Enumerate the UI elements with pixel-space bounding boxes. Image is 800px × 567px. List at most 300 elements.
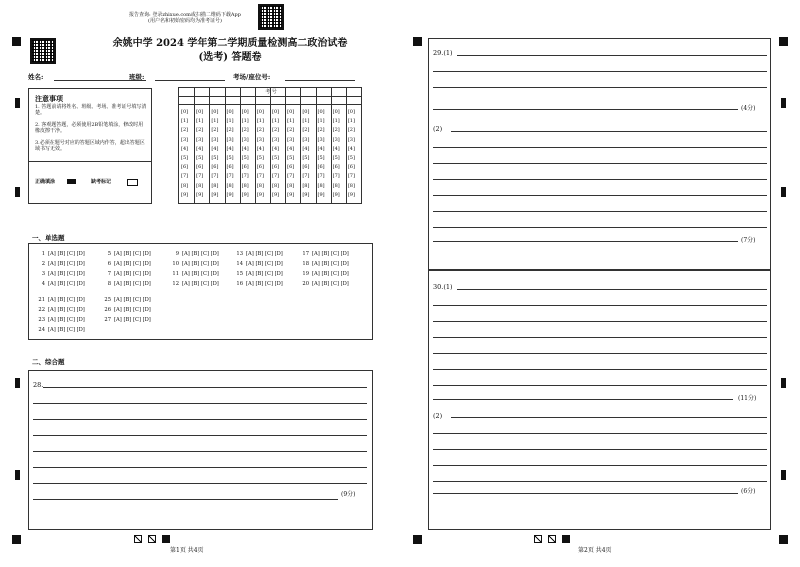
exam-digit-bubble[interactable]: [8] [211,182,219,189]
timing-mark [15,470,20,480]
page-mark-filled [562,535,570,543]
qr-code-top [258,4,284,30]
timing-mark [15,187,20,197]
exam-digit-bubble[interactable]: [6] [332,164,340,171]
exam-digit-bubble[interactable]: [3] [287,136,295,143]
mc-options[interactable]: [A] [B] [C] [D] [312,251,349,257]
mc-options[interactable]: [A] [B] [C] [D] [182,271,219,277]
page-mark-icon [534,535,542,543]
answer-line[interactable] [451,131,767,132]
answer-line[interactable] [433,241,738,242]
exam-digit-bubble[interactable]: [0] [211,109,219,115]
exam-digit-bubble[interactable]: [8] [302,182,310,189]
exam-digit-bubble[interactable]: [2] [302,127,310,134]
correct-fill-sample [67,179,76,184]
mc-question[interactable] [37,317,85,323]
exam-digit-bubble[interactable]: [0] [226,109,234,115]
exam-digit-bubble[interactable]: [5] [302,155,310,161]
grid-column-divider [346,88,347,203]
mc-options[interactable]: [A] [B] [C] [D] [246,261,283,267]
notes-divider [29,161,151,162]
exam-digit-bubble[interactable]: [5] [196,155,204,161]
answer-line[interactable] [33,419,367,420]
q30-part2: (2) [433,412,443,420]
mc-question[interactable] [37,261,85,267]
mc-question-number: 2 [41,261,45,267]
exam-digit-bubble[interactable]: [4] [272,145,280,152]
exam-digit-bubble[interactable]: [4] [317,145,325,152]
mc-question-number: 17 [302,251,309,257]
exam-digit-bubble[interactable]: [0] [287,109,295,115]
mc-question[interactable] [171,281,219,287]
mc-options[interactable]: [A] [B] [C] [D] [114,297,151,303]
exam-digit-bubble[interactable]: [3] [332,136,340,143]
answer-line[interactable] [433,87,767,88]
q29-number: 29.(1) [433,49,453,57]
exam-digit-bubble[interactable]: [2] [226,127,234,134]
mc-question-number: 5 [107,251,111,257]
mc-question[interactable] [171,251,219,257]
grid-column-divider [255,88,256,203]
exam-digit-bubble[interactable]: [1] [302,118,310,125]
mc-question-number: 9 [175,251,179,257]
mc-question-number: 19 [302,271,309,277]
answer-line[interactable] [433,305,767,306]
grid-column-divider [240,88,241,203]
exam-digit-bubble[interactable]: [3] [226,136,234,143]
mc-question-number: 26 [104,307,111,313]
exam-digit-bubble[interactable]: [3] [256,136,264,143]
mc-question-number: 11 [172,271,179,277]
exam-digit-bubble[interactable]: [7] [317,173,325,180]
exam-digit-bubble[interactable]: [8] [226,182,234,189]
grid-column-divider [331,88,332,203]
answer-line[interactable] [457,289,767,290]
class-field[interactable] [155,80,225,81]
answer-line[interactable] [43,387,367,388]
grid-column-divider [194,88,195,203]
mc-question-number: 15 [236,271,243,277]
mc-options[interactable]: [A] [B] [C] [D] [48,261,85,267]
mc-options[interactable]: [A] [B] [C] [D] [48,281,85,287]
q30-score2: (6分) [741,488,756,495]
exam-digit-bubble[interactable]: [6] [226,164,234,171]
exam-digit-bubble[interactable]: [5] [181,155,189,161]
mc-options[interactable]: [A] [B] [C] [D] [48,271,85,277]
mc-options[interactable]: [A] [B] [C] [D] [48,251,85,257]
answer-line[interactable] [433,449,767,450]
page-number-right: 第2页 共4页 [578,547,612,554]
mc-question[interactable] [37,297,85,303]
exam-digit-bubble[interactable]: [9] [226,191,234,198]
student-info-row [28,72,368,84]
mc-question-number: 14 [236,261,243,267]
section1-title: 一、单选题 [32,234,65,242]
exam-digit-bubble[interactable]: [7] [347,173,355,180]
answer-line[interactable] [433,399,733,400]
page-mark-icon [134,535,142,543]
exam-digit-bubble[interactable]: [9] [196,191,204,198]
mc-question[interactable] [37,271,85,277]
mc-question[interactable] [103,281,151,287]
grid-column-divider [225,88,226,203]
answer-line[interactable] [33,499,338,500]
exam-digit-bubble[interactable]: [1] [241,118,249,125]
answer-line[interactable] [457,55,767,56]
answer-line[interactable] [433,481,767,482]
q28-number: 28. [33,381,44,389]
answer-line[interactable] [433,465,767,466]
timing-mark [15,378,20,388]
mc-options[interactable]: [A] [B] [C] [D] [182,261,219,267]
timing-mark [15,98,20,108]
timing-mark [781,98,786,108]
mc-options[interactable]: [A] [B] [C] [D] [114,281,151,287]
page-mark-icon [548,535,556,543]
mc-options[interactable]: [A] [B] [C] [D] [312,271,349,277]
exam-digit-bubble[interactable]: [5] [256,155,264,161]
answer-line[interactable] [433,211,767,212]
exam-digit-bubble[interactable]: [2] [196,127,204,134]
mc-options[interactable]: [A] [B] [C] [D] [312,261,349,267]
corner-mark [12,535,21,544]
mc-options[interactable]: [A] [B] [C] [D] [114,251,151,257]
answer-line[interactable] [433,321,767,322]
exam-digit-bubble[interactable]: [0] [317,109,325,115]
exam-digit-bubble[interactable]: [0] [272,109,280,115]
mc-options[interactable]: [A] [B] [C] [D] [182,281,219,287]
exam-digit-bubble[interactable]: [3] [181,136,189,143]
mc-question[interactable] [171,261,219,267]
exam-digit-bubble[interactable]: [9] [317,191,325,198]
exam-digit-bubble[interactable]: [4] [332,145,340,152]
exam-digit-bubble[interactable]: [4] [347,145,355,152]
exam-digit-bubble[interactable]: [3] [347,136,355,143]
exam-digit-bubble[interactable]: [1] [181,118,189,125]
mc-question-number: 8 [107,281,111,287]
answer-line[interactable] [433,109,738,110]
q28-score: (9分) [341,491,356,498]
exam-digit-bubble[interactable]: [2] [181,127,189,134]
timing-mark [781,378,786,388]
page-mark-filled [162,535,170,543]
answer-line[interactable] [433,493,738,494]
mc-options[interactable]: [A] [B] [C] [D] [114,307,151,313]
exam-digit-bubble[interactable]: [7] [302,173,310,180]
exam-digit-bubble[interactable]: [4] [241,145,249,152]
exam-digit-bubble[interactable]: [6] [272,164,280,171]
mc-options[interactable]: [A] [B] [C] [D] [48,327,85,333]
exam-digit-bubble[interactable]: [9] [272,191,280,198]
answer-line[interactable] [433,179,767,180]
exam-digit-bubble[interactable]: [3] [317,136,325,143]
notes-item: 2. 客观题答题，必须使用2B铅笔填涂，修改时用橡皮擦干净。 [35,122,144,134]
exam-digit-bubble[interactable]: [0] [181,109,189,115]
exam-digit-bubble[interactable]: [9] [287,191,295,198]
exam-number-grid [178,87,362,204]
mc-box [28,243,373,340]
exam-digit-bubble[interactable]: [8] [287,182,295,189]
exam-digit-bubble[interactable]: [8] [196,182,204,189]
exam-digit-bubble[interactable]: [9] [302,191,310,198]
grid-column-divider [270,88,271,203]
exam-digit-bubble[interactable]: [5] [226,155,234,161]
exam-digit-bubble[interactable]: [2] [241,127,249,134]
mc-question-number: 24 [38,327,45,333]
exam-number-label: 考 号 [265,89,277,95]
exam-digit-bubble[interactable]: [3] [302,136,310,143]
answer-line[interactable] [433,147,767,148]
mc-question[interactable] [103,251,151,257]
exam-digit-bubble[interactable]: [2] [287,127,295,134]
exam-digit-bubble[interactable]: [7] [256,173,264,180]
timing-mark [781,187,786,197]
exam-digit-bubble[interactable]: [0] [256,109,264,115]
exam-digit-bubble[interactable]: [2] [332,127,340,134]
exam-digit-bubble[interactable]: [8] [347,182,355,189]
notes-box [28,88,152,204]
exam-digit-bubble[interactable]: [2] [347,127,355,134]
exam-digit-bubble[interactable]: [8] [317,182,325,189]
exam-digit-bubble[interactable]: [0] [347,109,355,115]
mc-question-number: 7 [107,271,111,277]
exam-digit-bubble[interactable]: [3] [241,136,249,143]
exam-digit-bubble[interactable]: [4] [287,145,295,152]
mc-question-number: 13 [236,251,243,257]
absent-mark-label: 缺考标记 [91,179,112,185]
mc-question[interactable] [103,261,151,267]
exam-digit-bubble[interactable]: [7] [226,173,234,180]
exam-digit-bubble[interactable]: [3] [272,136,280,143]
seat-label: 考场/座位号: [233,73,271,81]
exam-digit-bubble[interactable]: [5] [347,155,355,161]
answer-line[interactable] [33,435,367,436]
mc-question-number: 21 [38,297,45,303]
grid-column-divider [316,88,317,203]
exam-digit-bubble[interactable]: [3] [196,136,204,143]
exam-digit-bubble[interactable]: [6] [196,164,204,171]
exam-digit-bubble[interactable]: [7] [241,173,249,180]
notice-line-1: 报告查询: 登录zhixue.com或扫描二维码下载App [129,12,241,18]
exam-digit-bubble[interactable]: [9] [181,191,189,198]
page-mark-icon [148,535,156,543]
page-number-left: 第1页 共4页 [170,547,204,554]
answer-line[interactable] [433,433,767,434]
answer-line[interactable] [33,483,367,484]
grid-column-divider [285,88,286,203]
mc-question[interactable] [37,307,85,313]
exam-digit-bubble[interactable]: [8] [332,182,340,189]
exam-digit-bubble[interactable]: [7] [332,173,340,180]
answer-line[interactable] [33,403,367,404]
corner-mark [413,37,422,46]
mc-question[interactable] [301,261,349,267]
exam-digit-bubble[interactable]: [6] [317,164,325,171]
mc-question-number: 4 [41,281,45,287]
mc-question-number: 1 [41,251,45,257]
answer-line[interactable] [451,417,767,418]
mc-options[interactable]: [A] [B] [C] [D] [48,307,85,313]
exam-digit-bubble[interactable]: [8] [272,182,280,189]
answer-line[interactable] [433,163,767,164]
mc-options[interactable]: [A] [B] [C] [D] [48,317,85,323]
exam-digit-bubble[interactable]: [1] [211,118,219,125]
mc-question[interactable] [103,271,151,277]
exam-digit-bubble[interactable]: [8] [181,182,189,189]
answer-line[interactable] [33,451,367,452]
exam-digit-bubble[interactable]: [1] [226,118,234,125]
exam-digit-bubble[interactable]: [6] [287,164,295,171]
exam-digit-bubble[interactable]: [5] [287,155,295,161]
corner-mark [413,535,422,544]
mc-options[interactable]: [A] [B] [C] [D] [114,261,151,267]
answer-line[interactable] [433,227,767,228]
exam-digit-bubble[interactable]: [1] [287,118,295,125]
exam-digit-bubble[interactable]: [5] [241,155,249,161]
answer-line[interactable] [433,353,767,354]
mc-question[interactable] [171,271,219,277]
mc-question[interactable] [37,251,85,257]
exam-digit-bubble[interactable]: [7] [211,173,219,180]
answer-line[interactable] [433,195,767,196]
class-label: 班级: [129,73,145,81]
exam-digit-bubble[interactable]: [2] [317,127,325,134]
exam-digit-bubble[interactable]: [4] [302,145,310,152]
mc-question[interactable] [37,281,85,287]
q29-part2: (2) [433,125,443,133]
exam-digit-bubble[interactable]: [2] [211,127,219,134]
mc-question[interactable] [301,251,349,257]
answer-line[interactable] [433,369,767,370]
notes-item: 1. 答题前请将姓名、班级、考场、准考证号填写清楚。 [35,104,147,116]
exam-digit-bubble[interactable]: [0] [302,109,310,115]
mc-question[interactable] [103,297,151,303]
exam-digit-bubble[interactable]: [7] [272,173,280,180]
mc-options[interactable]: [A] [B] [C] [D] [114,271,151,277]
exam-digit-bubble[interactable]: [8] [241,182,249,189]
exam-digit-bubble[interactable]: [7] [196,173,204,180]
mc-question-number: 16 [236,281,243,287]
exam-digit-bubble[interactable]: [4] [226,145,234,152]
mc-question[interactable] [235,271,283,277]
exam-digit-bubble[interactable]: [5] [317,155,325,161]
exam-digit-bubble[interactable]: [5] [332,155,340,161]
exam-digit-bubble[interactable]: [4] [211,145,219,152]
exam-digit-bubble[interactable]: [4] [181,145,189,152]
exam-digit-bubble[interactable]: [1] [347,118,355,125]
mc-options[interactable]: [A] [B] [C] [D] [312,281,349,287]
exam-digit-bubble[interactable]: [4] [196,145,204,152]
page-title: 余姚中学 2024 学年第二学期质量检测高二政治试卷 [112,38,348,49]
exam-digit-bubble[interactable]: [9] [256,191,264,198]
mc-question[interactable] [301,281,349,287]
answer-line[interactable] [33,467,367,468]
exam-digit-bubble[interactable]: [2] [272,127,280,134]
exam-digit-bubble[interactable]: [7] [181,173,189,180]
exam-digit-bubble[interactable]: [9] [211,191,219,198]
mc-question-number: 12 [172,281,179,287]
exam-digit-bubble[interactable]: [1] [256,118,264,125]
mc-question-number: 18 [302,261,309,267]
correct-fill-label: 正确填涂 [35,179,56,185]
notes-item: 3.必须在题号对应的答题区域内作答，超出答题区域书写无效。 [35,140,145,152]
mc-question[interactable] [235,261,283,267]
exam-digit-bubble[interactable]: [6] [302,164,310,171]
answer-line[interactable] [433,337,767,338]
mc-question[interactable] [301,271,349,277]
exam-digit-bubble[interactable]: [1] [332,118,340,125]
exam-digit-bubble[interactable]: [9] [332,191,340,198]
mc-options[interactable]: [A] [B] [C] [D] [246,251,283,257]
exam-digit-bubble[interactable]: [6] [211,164,219,171]
exam-digit-bubble[interactable]: [6] [347,164,355,171]
answer-line[interactable] [433,385,767,386]
mc-question-number: 25 [104,297,111,303]
q29-score2: (7分) [741,237,756,244]
qr-code-student [30,38,56,64]
page-subtitle: (选考) 答题卷 [198,52,262,63]
grid-column-divider [209,88,210,203]
mc-question-number: 23 [38,317,45,323]
mc-question[interactable] [103,307,151,313]
exam-digit-bubble[interactable]: [6] [181,164,189,171]
exam-digit-bubble[interactable]: [8] [256,182,264,189]
mc-options[interactable]: [A] [B] [C] [D] [182,251,219,257]
mc-options[interactable]: [A] [B] [C] [D] [246,281,283,287]
corner-mark [779,535,788,544]
mc-options[interactable]: [A] [B] [C] [D] [246,271,283,277]
exam-digit-bubble[interactable]: [5] [211,155,219,161]
q30-score1: (11分) [738,395,757,402]
exam-digit-bubble[interactable]: [5] [272,155,280,161]
timing-mark [781,470,786,480]
answer-line[interactable] [433,71,767,72]
exam-digit-bubble[interactable]: [3] [211,136,219,143]
exam-digit-bubble[interactable]: [1] [317,118,325,125]
exam-digit-bubble[interactable]: [2] [256,127,264,134]
exam-digit-bubble[interactable]: [1] [196,118,204,125]
section2-title: 二、综合题 [32,358,65,366]
mc-question[interactable] [235,281,283,287]
q30-number: 30.(1) [433,283,453,291]
exam-digit-bubble[interactable]: [4] [256,145,264,152]
mc-question-number: 22 [38,307,45,313]
exam-digit-bubble[interactable]: [9] [241,191,249,198]
mc-options[interactable]: [A] [B] [C] [D] [48,297,85,303]
exam-digit-bubble[interactable]: [0] [196,109,204,115]
exam-digit-bubble[interactable]: [9] [347,191,355,198]
exam-digit-bubble[interactable]: [6] [256,164,264,171]
exam-digit-bubble[interactable]: [0] [332,109,340,115]
exam-digit-bubble[interactable]: [6] [241,164,249,171]
exam-digit-bubble[interactable]: [1] [272,118,280,125]
name-label: 姓名: [28,73,44,81]
seat-field[interactable] [285,80,355,81]
mc-question-number: 6 [107,261,111,267]
exam-digit-bubble[interactable]: [0] [241,109,249,115]
mc-options[interactable]: [A] [B] [C] [D] [114,317,151,323]
absent-mark-box[interactable] [127,179,138,186]
notice-line-2: (用户名和初始密码均为准考证号) [148,18,222,24]
notes-title: 注意事项 [35,94,63,103]
mc-question[interactable] [235,251,283,257]
mc-question[interactable] [37,327,85,333]
q29-box [428,38,771,270]
mc-question[interactable] [103,317,151,323]
exam-digit-bubble[interactable]: [7] [287,173,295,180]
report-notice [110,12,260,24]
q29-score1: (4分) [741,105,756,112]
